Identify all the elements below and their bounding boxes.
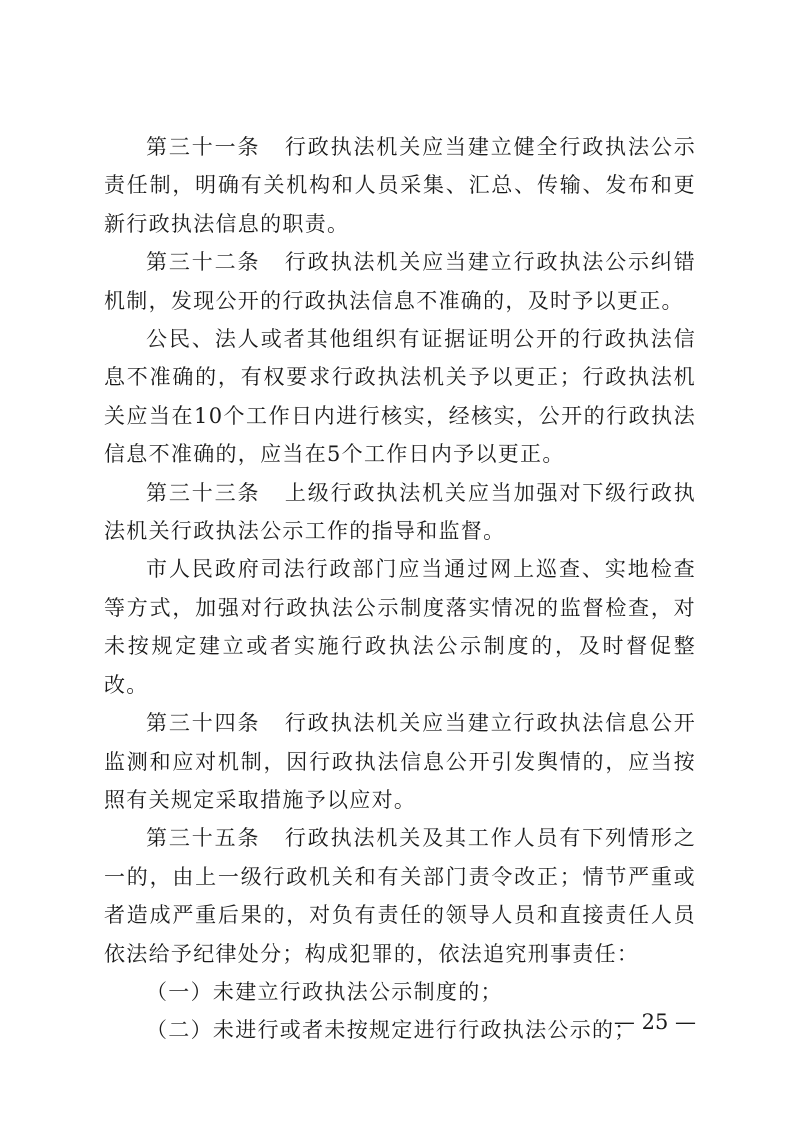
article-32-text-1: 行政执法机关应当建立行政执法公示纠错机制，发现公开的行政执法信息不准确的，及时予以更正。 — [104, 250, 697, 313]
page-number: — 25 — — [613, 1010, 696, 1034]
article-34-heading: 第三十四条 — [146, 711, 261, 736]
article-31-text-1: 行政执法机关应当建立健全行政执法公示责任制，明确有关机构和人员采集、汇总、传输、发布和更新行政执法信息的职责。 — [104, 135, 697, 236]
document-body — [104, 128, 696, 1050]
article-33-paragraph-1 — [104, 474, 696, 551]
article-35-paragraph-1 — [104, 819, 696, 973]
article-32-paragraph-1 — [104, 243, 696, 320]
article-35-text-1: 行政执法机关及其工作人员有下列情形之一的，由上一级行政机关和有关部门责令改正；情节严重或者造成严重后果的，对负有责任的领导人员和直接责任人员依法给予纪律处分；构成犯罪的，依法追究刑事责任： — [104, 826, 697, 966]
article-35-item-1: （一）未建立行政执法公示制度的； — [146, 979, 503, 1004]
article-31-heading: 第三十一条 — [146, 135, 261, 159]
article-35-heading: 第三十五条 — [146, 826, 261, 851]
article-31-paragraph-1 — [104, 128, 696, 243]
article-34-paragraph-1 — [104, 704, 696, 819]
article-32-heading: 第三十二条 — [146, 250, 261, 275]
article-35-item-2: （二）未进行或者未按规定进行行政执法公示的； — [146, 1018, 637, 1043]
article-32-paragraph-2: 公民、法人或者其他组织有证据证明公开的行政执法信息不准确的，有权要求行政执法机关予以更正；行政执法机关应当在10个工作日内进行核实，经核实，公开的行政执法信息不准确的，应当在5个工作日内予以更正。 — [104, 327, 696, 467]
article-33-text-1: 上级行政执法机关应当加强对下级行政执法机关行政执法公示工作的指导和监督。 — [104, 480, 697, 544]
article-33-paragraph-2: 市人民政府司法行政部门应当通过网上巡查、实地检查等方式，加强对行政执法公示制度落实情况的监督检查，对未按规定建立或者实施行政执法公示制度的，及时督促整改。 — [104, 557, 696, 697]
article-33-heading: 第三十三条 — [146, 480, 261, 505]
article-34-text-1: 行政执法机关应当建立行政执法信息公开监测和应对机制，因行政执法信息公开引发舆情的，应当按照有关规定采取措施予以应对。 — [104, 711, 697, 812]
